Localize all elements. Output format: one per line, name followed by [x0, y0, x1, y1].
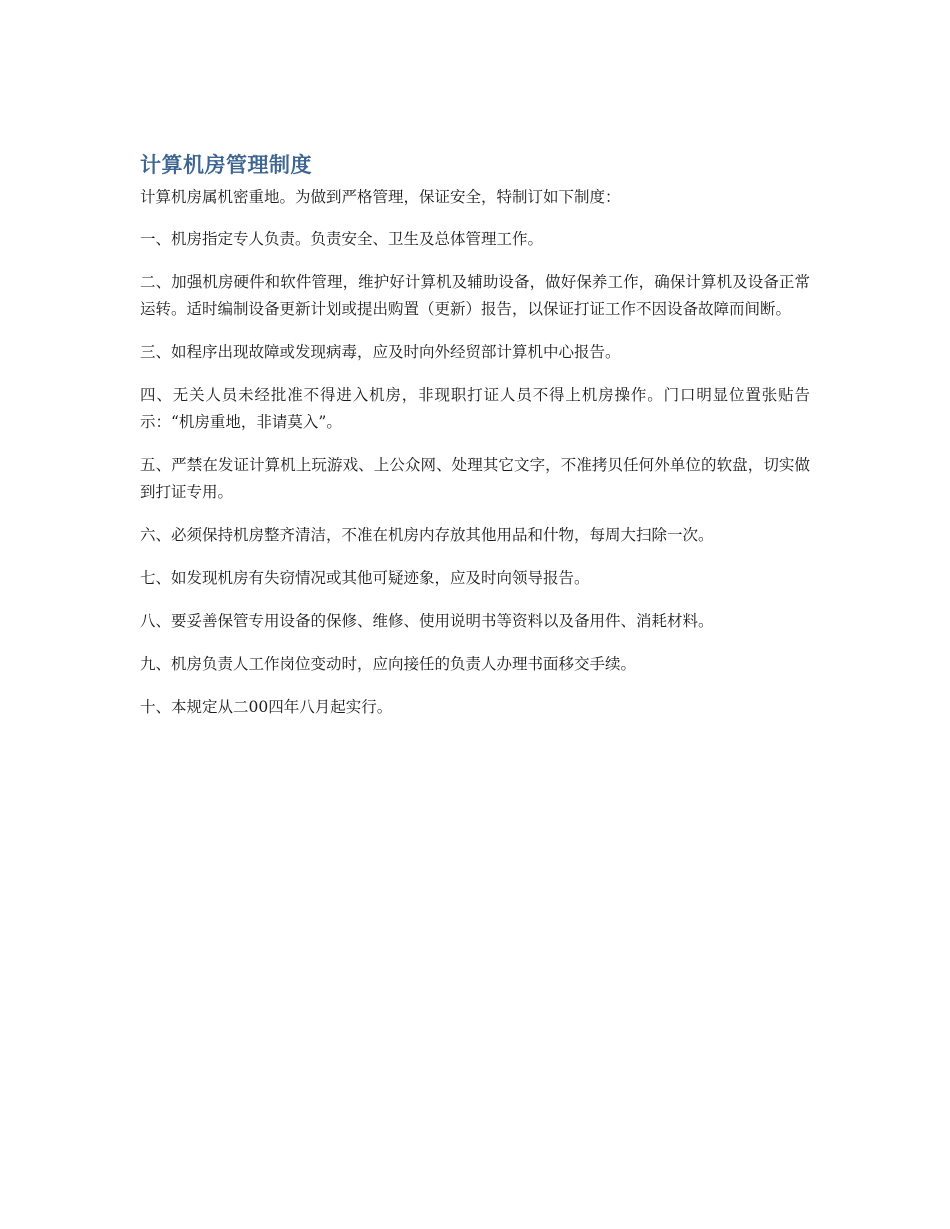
clause-2: 二、加强机房硬件和软件管理，维护好计算机及辅助设备，做好保养工作，确保计算机及设备正常运转。适时编制设备更新计划或提出购置（更新）报告，以保证打证工作不因设备故障而间断。	[140, 273, 810, 318]
clause-1: 一、机房指定专人负责。负责安全、卫生及总体管理工作。	[140, 230, 544, 248]
clause-6: 六、必须保持机房整齐清洁，不准在机房内存放其他用品和什物，每周大扫除一次。	[140, 526, 714, 544]
clause-7: 七、如发现机房有失窃情况或其他可疑迹象，应及时向领导报告。	[140, 569, 590, 587]
document-intro: 计算机房属机密重地。为做到严格管理，保证安全，特制订如下制度：	[140, 188, 621, 206]
clause-4: 四、无关人员未经批准不得进入机房，非现职打证人员不得上机房操作。门口明显位置张贴告示：“机房重地，非请莫入”。	[140, 386, 810, 431]
clause-3: 三、如程序出现故障或发现病毒，应及时向外经贸部计算机中心报告。	[140, 343, 621, 361]
clause-9: 九、机房负责人工作岗位变动时，应向接任的负责人办理书面移交手续。	[140, 655, 637, 673]
clause-8: 八、要妥善保管专用设备的保修、维修、使用说明书等资料以及备用件、消耗材料。	[140, 612, 714, 630]
clause-5: 五、严禁在发证计算机上玩游戏、上公众网、处理其它文字，不准拷贝任何外单位的软盘，切实做到打证专用。	[140, 456, 810, 501]
document-page	[140, 150, 810, 737]
document-title: 计算机房管理制度	[140, 153, 312, 177]
clause-10: 十、本规定从二00四年八月起实行。	[140, 698, 393, 716]
